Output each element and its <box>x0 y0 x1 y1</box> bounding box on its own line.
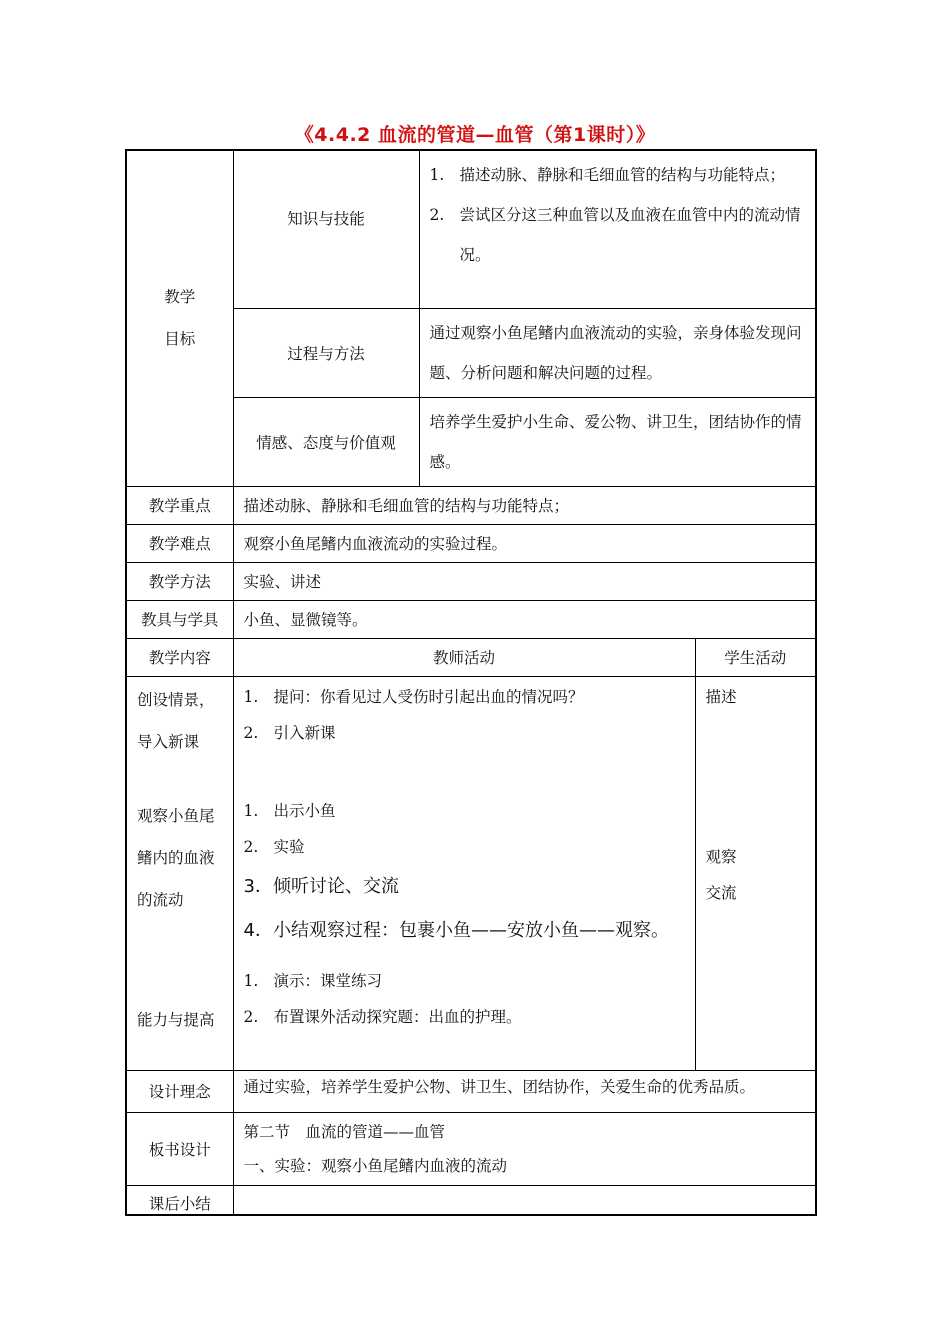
student-header: 学生活动 <box>695 638 816 676</box>
board-line: 第二节 血流的管道——血管 <box>243 1122 446 1141</box>
student-exchange: 交流 <box>705 883 737 902</box>
lesson-plan-table <box>125 149 817 1216</box>
list-item: 1. 提问：你看见过人受伤时引起出血的情况吗？ <box>243 687 584 706</box>
design-row <box>126 1070 816 1112</box>
emotion-content: 培养学生爱护小生命、爱公物、讲卫生，团结协作的情感。 <box>419 397 816 486</box>
key-point-content: 描述动脉、静脉和毛细血管的结构与功能特点； <box>233 486 816 524</box>
method-label: 教学方法 <box>126 562 233 600</box>
key-point-label: 教学重点 <box>126 486 233 524</box>
knowledge-content <box>419 150 816 308</box>
board-row <box>126 1112 816 1185</box>
knowledge-label: 知识与技能 <box>233 150 419 308</box>
list-item: 2. 引入新课 <box>243 723 336 742</box>
section-intro-label: 创设情景， 导入新课 <box>137 690 215 751</box>
knowledge-item: 1. 描述动脉、静脉和毛细血管的结构与功能特点； <box>429 166 786 184</box>
difficulty-row <box>126 524 816 562</box>
tools-row <box>126 600 816 638</box>
list-item-large: 4．小结观察过程：包裹小鱼——安放小鱼——观察。 <box>243 919 669 941</box>
key-point-row <box>126 486 816 524</box>
objective-knowledge-row <box>126 150 816 308</box>
teacher-section-observe <box>244 793 689 953</box>
board-line: 一、实验：观察小鱼尾鳍内血液的流动 <box>243 1156 508 1175</box>
student-observe: 观察 <box>705 847 737 866</box>
process-header-row <box>126 638 816 676</box>
process-body-row <box>126 676 816 1070</box>
content-column <box>126 676 233 1070</box>
method-row <box>126 562 816 600</box>
design-label: 设计理念 <box>126 1070 233 1112</box>
list-item: 2. 实验 <box>243 837 305 856</box>
knowledge-item: 2. 尝试区分这三种血管以及血液在血管中内的流动情况。 <box>429 206 801 264</box>
section-ability-label: 能力与提高 <box>137 1010 215 1029</box>
board-label: 板书设计 <box>126 1112 233 1185</box>
document-title: 《4.4.2 血流的管道—血管（第1课时）》 <box>294 124 656 146</box>
student-activity-column <box>695 676 816 1070</box>
summary-row <box>126 1185 816 1215</box>
board-content <box>233 1112 816 1185</box>
difficulty-label: 教学难点 <box>126 524 233 562</box>
list-item: 1. 出示小鱼 <box>243 801 336 820</box>
list-item: 2. 布置课外活动探究题：出血的护理。 <box>243 1007 522 1026</box>
list-item-large: 3．倾听讨论、交流 <box>243 875 399 897</box>
design-content: 通过实验，培养学生爱护公物、讲卫生、团结协作，关爱生命的优秀品质。 <box>233 1070 816 1112</box>
tools-label: 教具与学具 <box>126 600 233 638</box>
objectives-label-line2: 目标 <box>164 330 196 349</box>
teacher-header: 教师活动 <box>233 638 695 676</box>
summary-content <box>233 1185 816 1215</box>
objectives-label-line1: 教学 <box>164 288 196 307</box>
objectives-label <box>126 150 233 486</box>
student-describe: 描述 <box>705 687 737 706</box>
teacher-section-intro <box>244 679 689 751</box>
content-header: 教学内容 <box>126 638 233 676</box>
method-content: 实验、讲述 <box>233 562 816 600</box>
difficulty-content: 观察小鱼尾鳍内血液流动的实验过程。 <box>233 524 816 562</box>
process-method-content: 通过观察小鱼尾鳍内血液流动的实验，亲身体验发现问题、分析问题和解决问题的过程。 <box>419 308 816 397</box>
teacher-activity-column <box>233 676 695 1070</box>
tools-content: 小鱼、显微镜等。 <box>233 600 816 638</box>
teacher-section-ability <box>244 963 689 1035</box>
process-method-label: 过程与方法 <box>233 308 419 397</box>
list-item: 1. 演示：课堂练习 <box>243 971 383 990</box>
emotion-label: 情感、态度与价值观 <box>233 397 419 486</box>
summary-label: 课后小结 <box>126 1185 233 1215</box>
section-observe-label: 观察小鱼尾 鳍内的血液 的流动 <box>137 806 215 909</box>
